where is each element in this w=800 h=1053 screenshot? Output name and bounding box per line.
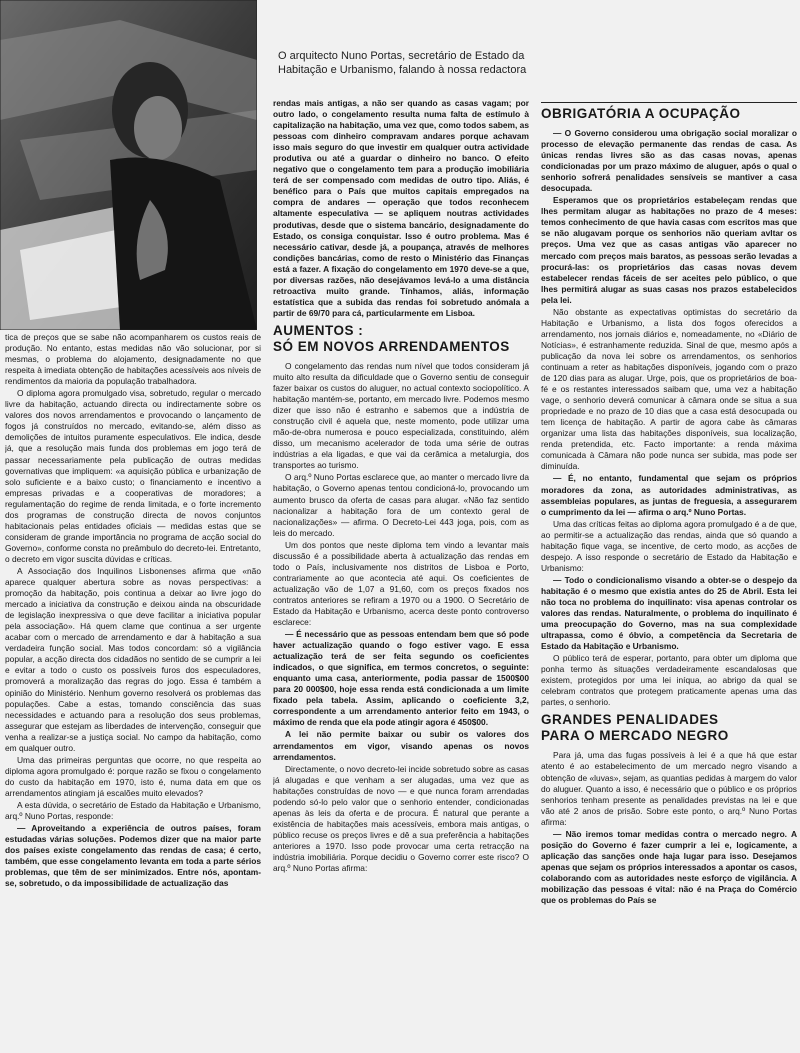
column-2-bottom-body <box>273 361 529 874</box>
article-column-3 <box>541 98 797 1050</box>
photo-portrait-image <box>0 0 257 330</box>
paragraph: Directamente, o novo decreto-lei incide sobretudo sobre as casas já alugadas e que venham a ser alugadas, uma vez que as habitações construídas de novo — e que nunca foram arrendadas podendo só-lo pelo valor que o senhorio entender, condicionadas apenas às leis da oferta e de procura. É natural que perante a existência de habitações mais acessíveis, embora mais antigas, o público recuse os preços livres e dê a sua preferência a habitações anteriores a 1970. Isso pode provocar uma certa retracção na indústria imobiliária. Porque decidiu o Governo correr este risco? O arq.º Nuno Portas afirma: <box>273 763 529 874</box>
paragraph: O público terá de esperar, portanto, para obter um diploma que ponha termo às situações verdadeiramente escandalosas que existem, protegidos por uma lei iníqua, ao abrigo da qual se celebram contratos que protegem praticamente apenas uma das partes, o senhorio. <box>541 653 797 708</box>
paragraph: Uma das críticas feitas ao diploma agora promulgado é a de que, ao permitir-se a actualização das rendas, ainda que só quando a habitação fique vaga, se incentive, de certo modo, as acções de despejo. A isso responde o secretário de Estado da Habitação e Urbanismo: <box>541 518 797 573</box>
caption-line-2: Habitação e Urbanismo, falando à nossa redactora <box>278 64 527 77</box>
article-column-2 <box>273 98 529 1050</box>
paragraph: — Não iremos tomar medidas contra o mercado negro. A posição do Governo é fazer cumprir a lei e, logicamente, a aplicação das sanções onde haja lugar para isso. Desejamos apenas que sejam os próprios interessados a apontar os casos, colaborando com as autoridades neste esforço de vigilância. A mobilização das pessoas é vital: não é na Praça do Comércio que os problemas do País se <box>541 828 797 906</box>
paragraph: — É, no entanto, fundamental que sejam os próprios moradores da zona, as autoridades administrativas, as assembleias populares, as juntas de freguesia, a assegurarem o cumprimento da lei — afirma o arq.º Nuno Portas. <box>541 473 797 517</box>
photo-caption <box>278 49 788 78</box>
column-3-bottom-body <box>541 750 797 906</box>
paragraph: Esperamos que os proprietários estabeleçam rendas que lhes permitam alugar as habitações no prazo de 4 meses: temos conhecimento de que havia casas com escritos mas que se não alugavam porque os senhorios não queriam avltar os preços. Uma vez que as casas antigas vão aparecer no mercado com preços mais baratos, as pessoas serão levadas a procurá-las: os proprietários das casas novas devem estabelecer rendas fáceis de ser aceites pelo público, o que lhes permitirá alugar as suas casas nos prazos estabelecidos pela lei. <box>541 195 797 305</box>
paragraph: rendas mais antigas, a não ser quando as casas vagam; por outro lado, o congelamento resulta numa falta de estímulo à capitalização na habitação, uma vez que, como todos sabem, as pessoas com dinheiro compravam andares porque achavam isso mais seguro do que investir em qualquer outra actividade produtiva ou até a guardar o dinheiro no banco. O efeito negativo que o congelamento tem para a produção imobiliária terá de ser compensado com medidas de outro tipo. Aliás, é benéfico para o País que muitos capitais empregados na compra de andares — operação que todos reconhecem altamente especulativa — se apliquem noutras actividades produtivas, desde que o sistema bancário, designadamente do Estado, os consiga conquistar. Isso é outro problema. Mas é necessário cativar, desde já, a poupança, através de melhores condições bancárias, como de resto o Ministério das Finanças está a fazer. A fixação do congelamento em 1970 deve-se a que, por diversas razões, não desejávamos levá-lo a uma distância retroactiva muito grande. Tínhamos, aliás, informação estatística que a subida das rendas foi sobretudo anómala a partir de 69/70 para cá, particularmente em Lisboa. <box>273 98 529 318</box>
column-3-top-body <box>541 128 797 708</box>
paragraph: — Aproveitando a experiência de outros países, foram estudadas várias soluções. Podemos dizer que na maior parte dos países existe congelamento das rendas de casa; é certo, também, que esse congelamento levanta em toda a parte sérios problemas, que têm de ser minimizados. Entre nós, apontam-se, sobretudo, o da impossibilidade de actualização das <box>5 823 261 889</box>
heading-line-2: PARA O MERCADO NEGRO <box>541 728 729 744</box>
paragraph: O diploma agora promulgado visa, sobretudo, regular o mercado livre da habitação, actuando directa ou indirectamente sobre os valores dos novos arrendamentos e provocando o lançamento de fogos já construídos no mercado, evitando-se, além disso as demolições de intuitos puramente especulativos. Ele indica, desde já, que a resolução mais funda dos problemas em jogo terá de passar necessariamente pela publicação de outras medidas governativas que impliquem: «a aquisição pública e urbanização de solo suficiente e a baixo custo; o financiamento e incentivo a empresas privadas e a cooperativas de moradores; a regulamentação do regime de renda limitada, e o forte incremento dos programas de construção directa de novos conjuntos habitacionais pelas entidades oficiais — medidas estas que se consideram de grande importância no programa de acção social do Governo», conforme consta no preâmbulo do decreto-lei. Entretanto, o decreto em vigor suscita dúvidas e críticas. <box>5 388 261 564</box>
paragraph: — É necessário que as pessoas entendam bem que só pode haver actualização quando o fogo estiver vago. E essa actualização terá de ser feita segundo os coeficientes indicados, o que significa, em termos concretos, o seguinte: enquanto uma casa, anteriormente, podia passar de 1500$00 para 20 000$00, hoje essa renda está condicionada a um limite fixado pela tabela. Assim, aplicando o coeficiente 3,2, correspondente a um arrendamento anterior feito em 1943, o máximo de renda que ela pode atingir agora é 450$00. <box>273 629 529 728</box>
paragraph: Para já, uma das fugas possíveis à lei é a que há que estar atento é ao estabelecimento de um mercado negro visando a obtenção de «luvas», sejam, as quantias pedidas à margem do valor do aluguer. Quanto a isso, é necessário que o público e os próprios senhorios tenham presente as penalidades previstas na lei e que vão até 2 anos de prisão. Sobre este ponto, o arq.º Nuno Portas afirma: <box>541 750 797 827</box>
paragraph: A lei não permite baixar ou subir os valores dos arrendamentos em vigor, visando apenas os novos arrendamentos. <box>273 729 529 762</box>
article-column-1 <box>5 332 261 1050</box>
caption-line-1: O arquitecto Nuno Portas, secretário de Estado da <box>278 50 525 62</box>
paragraph: Um dos pontos que neste diploma tem vindo a levantar mais discussão é a possibilidade aberta à actualização das rendas em todo o País, inclusivamente nos distritos de Lisboa e Porto, contrariamente ao que acontecia até aqui. Os coeficientes de actualização vão de 1,07 a 91,60, com os preços fixados nos contratos anteriores se refiram a 1970 ou a 1900. O Secretário de Estado da Habitação e Urbanismo, acerca deste ponto controverso esclarece: <box>273 539 529 628</box>
paragraph: O arq.º Nuno Portas esclarece que, ao manter o mercado livre da habitação, o Governo apenas tentou condicioná-lo, provocando um aumento brusco da oferta de casas para alugar. «Não faz sentido nacionalizar a habitação fora de um contexto geral de nacionalizações» — afirma. O Decreto-Lei 443 joga, pois, com as leis do mercado. <box>273 472 529 538</box>
heading-line-1: AUMENTOS : <box>273 322 364 338</box>
paragraph: — O Governo considerou uma obrigação social moralizar o processo de elevação permanente das rendas de casa. As únicas rendas livres são as das casas novas, apenas condicionadas por um prazo máximo de aluguer, após o qual o senhorio sofrerá penalidades sensíveis se mantiver a casa desocupada. <box>541 128 797 194</box>
article-photo <box>0 0 257 330</box>
heading-line-2: SÓ EM NOVOS ARRENDAMENTOS <box>273 338 510 354</box>
paragraph: O congelamento das rendas num nível que todos consideram já muito alto resulta da dificuldade que o Governo sentiu de conseguir fazer baixar os custos do aluguer, no actual contexto sociopolítico. A habitação mantém-se, portanto, em mercado livre. Podemos mesmo dizer que isso não é estranho e sabemos que a indústria de construção civil é aquela que, neste momento, pode utilizar uma mão-de-obra numerosa e pouco especializada, constituindo, além disso, um mecanismo acelerador de toda uma série de outras indústrias a ela ligadas, e que vai da cerâmica a metalurgia, dos transportes ao turismo. <box>273 360 529 471</box>
paragraph: Não obstante as expectativas optimistas do secretário da Habitação e Urbanismo, a lista dos fogos oferecidos a arrendamento, nos jornais diários e, nomeadamente, no «Diário de Notícias», é estranhamente reduzida. Sinal de que, mesmo após a publicação da nova lei sobre os arrendamentos, os senhorios continuam a reter as habitações disponíveis, jogando com o prazo de 120 dias para as alugar. Urge, pois, que os proprietários de boa-fé e os restantes interessados saibam que, uma vez a habitação vage, o senhorio deverá comunicar à câmara onde se situa a sua propriedade e no prazo de 10 dias que a casa está desocupada ou tem licença de habitação. A partir de agora cabe às câmaras organizar uma lista das habitações disponíveis, sua localização, renda pretendida, etc. Facto importante: a renda máxima comunicada à Câmara não pode nunca ser subida, mas pode ser diminuída. <box>541 306 797 472</box>
section-heading-penalidades <box>541 712 797 744</box>
paragraph: Uma das primeiras perguntas que ocorre, no que respeita ao diploma agora promulgado é: porque razão se fixou o congelamento do custo da habitação em 1970, isto é, numa data em que os arrendamentos atingiam já escalões muito elevados? <box>5 754 261 798</box>
column-1-body <box>5 332 261 889</box>
paragraph: A esta dúvida, o secretário de Estado da Habitação e Urbanismo, arq.º Nuno Portas, responde: <box>5 799 261 822</box>
section-heading-aumentos <box>273 323 529 355</box>
section-heading-ocupacao: OBRIGATÓRIA A OCUPAÇÃO <box>541 102 797 122</box>
paragraph: A Associação dos Inquilinos Lisbonenses afirma que «não aparece qualquer abertura sobre as novas perspectivas: a promoção da habitação, pois continua a deixar ao livre jogo do mercado a iniciativa da construção e deixou ainda na obscuridade de legislação inexpressiva o que deve facilitar a iniciativa popular pela associação». Há quem clame que continua a ser urgente acabar com o mercado de arrendamento e dar à habitação a sua verdadeira função social. Mas todos concordam: só a vigilância popular, a acção directa dos cidadãos no sentido de se cumprir a lei e evitar a todo o custo os possíveis furos dos especuladores, promoverá a moralização das regras do jogo. Essa é também a opinião do Ministério. Nenhum governo resolverá os problemas das populações. Cabe a estas, tomando consciência das suas necessidades e actuando para a resolução dos seus problemas, assegurar que estejam as liberdades de intervenção, conseguir que venha a realizar-se a justiça social. No campo da habitação, como em qualquer outro. <box>5 565 261 753</box>
paragraph: tica de preços que se sabe não acompanharem os custos reais de produção. No entanto, estas medidas não vão solucionar, por si mesmas, o problema do alojamento, designadamente no que respeita à imediata obtenção de habitações acessíveis aos níveis de rendimentos da maioria da população trabalhadora. <box>5 332 261 387</box>
paragraph: — Todo o condicionalismo visando a obter-se o despejo da habitação é o mesmo que existia antes do 25 de Abril. Esta lei não toca no problema do inquilinato: visa apenas controlar os valores das rendas. Naturalmente, o problema do inquilinato é uma preocupação do Governo, mas na sua complexidade ultrapassa, como é óbvio, a competência da Secretaria de Estado da Habitação e Urbanismo. <box>541 574 797 652</box>
column-2-top-body <box>273 98 529 319</box>
heading-line-1: GRANDES PENALIDADES <box>541 712 719 728</box>
